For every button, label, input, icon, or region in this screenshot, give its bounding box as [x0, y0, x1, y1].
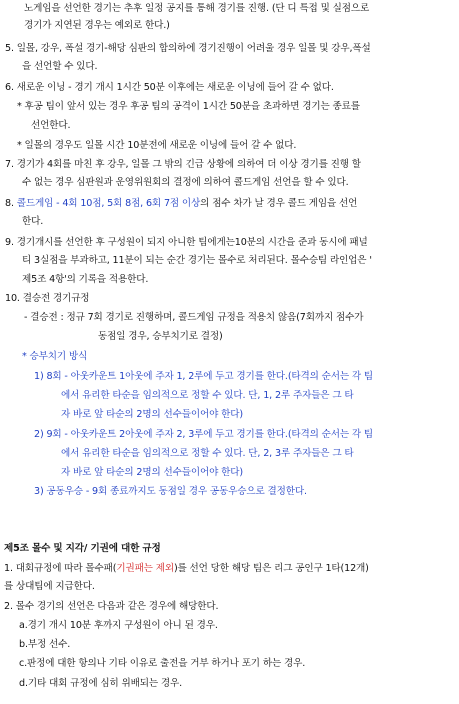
list-item: c.판정에 대한 항의나 기타 이유로 출전을 거부 하거나 포기 하는 경우. — [19, 658, 306, 669]
paragraph-line: 수 없는 경우 심판원과 운영위원회의 결정에 의하여 콜드게임 선언을 할 수 있다. — [22, 177, 349, 188]
rule-text: )를 선언 당한 해당 팀은 리그 공인구 1타(12개) — [173, 563, 369, 574]
paragraph-line: 티 3실점을 부과하고, 11분이 되는 순간 경기는 몰수로 처리된다. 몰수승팀 라인업은 ' — [22, 255, 372, 266]
rule-6-line: 6. 새로운 이닝 - 경기 개시 1시간 50분 이후에는 새로운 이닝에 들어 갈 수 없다. — [5, 82, 334, 93]
tiebreak-item-1-cont: 자 바로 앞 타순의 2명의 선수들이어야 한다) — [61, 409, 243, 420]
forfeit-rule-1 — [4, 562, 369, 575]
paragraph-line: 동점일 경우, 승부치기로 결정) — [98, 331, 223, 342]
rule-5-line: 5. 일몰, 강우, 폭설 경기-해당 심판의 합의하에 경기진행이 어려울 경우 일몰 및 강우,폭설 — [5, 43, 371, 54]
paragraph-line: 노게임을 선언한 경기는 추후 일정 공지를 통해 경기를 진행. (단 디 특접 및 실점으로 — [24, 3, 370, 14]
list-item: a.경기 개시 10분 후까지 구성원이 아니 된 경우. — [19, 620, 218, 631]
rule-10-line: 10. 결승전 경기규정 — [5, 293, 90, 304]
paragraph-line: 을 선언할 수 있다. — [22, 61, 98, 72]
tiebreak-item-2-cont: 자 바로 앞 타순의 2명의 선수들이어야 한다) — [61, 467, 243, 478]
tiebreak-item-3: 3) 공동우승 - 9회 종료까지도 동점일 경우 공동우승으로 결정한다. — [34, 486, 307, 497]
paragraph-line: 경기가 지연된 경우는 예외로 한다.) — [24, 20, 170, 31]
rule-9-line: 9. 경기개시를 선언한 후 구성원이 되지 아니한 팀에게는10분의 시간을 준과 동시에 패널 — [5, 237, 368, 248]
tiebreak-item-2-cont: 에서 유리한 타순을 임의적으로 정할 수 있다. 단, 2, 3루 주자들은 그 타 — [61, 448, 354, 459]
paragraph-line: 제5조 4항'의 기록을 적용한다. — [22, 274, 149, 285]
tiebreak-item-2: 2) 9회 - 아웃카운트 2아웃에 주자 2, 3루에 두고 경기를 한다.(타격의 순서는 각 팀 — [34, 429, 374, 440]
final-rule-line: - 결승전 : 정규 7회 경기로 진행하며, 콜드게임 규정을 적용치 않음(7회까지 점수가 — [24, 312, 364, 323]
cold-game-highlight: 콜드게임 - 4회 10점, 5회 8점, 6회 7점 이상 — [16, 198, 201, 209]
note-line: * 일몰의 경우도 일몰 시간 10분전에 새로운 이닝에 들어 갈 수 없다. — [17, 140, 297, 151]
list-item: d.기타 대회 규정에 심히 위배되는 경우. — [19, 678, 182, 689]
rule-7-line: 7. 경기가 4회를 마친 후 강우, 일몰 그 밖의 긴급 상황에 의하여 더 이상 경기를 진행 할 — [5, 159, 361, 170]
paragraph-line: 를 상대팀에 지급한다. — [4, 581, 95, 592]
note-line: * 후공 팀이 앞서 있는 경우 후공 팀의 공격이 1시간 50분을 초과하면 경기는 종료를 — [17, 101, 360, 112]
list-item: b.부정 선수. — [19, 639, 71, 650]
rule-text: 의 점수 차가 날 경우 콜드 게임을 선언 — [200, 198, 358, 209]
tiebreak-heading: * 승부치기 방식 — [22, 351, 88, 362]
rule-number: 8. — [5, 198, 17, 209]
paragraph-line: 선언한다. — [31, 120, 71, 131]
rule-8-line — [5, 197, 357, 210]
exclusion-highlight: 기권패는 제외 — [116, 563, 174, 574]
tiebreak-item-1-cont: 에서 유리한 타순을 임의적으로 정할 수 있다. 단, 1, 2루 주자들은 그 타 — [61, 390, 354, 401]
paragraph-line: 한다. — [22, 216, 44, 227]
tiebreak-item-1: 1) 8회 - 아웃카운트 1아웃에 주자 1, 2루에 두고 경기를 한다.(타격의 순서는 각 팀 — [34, 371, 374, 382]
forfeit-rule-2: 2. 몰수 경기의 선언은 다음과 같은 경우에 해당한다. — [4, 601, 219, 612]
section-title: 제5조 몰수 및 지각/ 기권에 대한 규정 — [4, 543, 161, 554]
rule-text: 1. 대회규정에 따라 몰수패( — [4, 563, 117, 574]
